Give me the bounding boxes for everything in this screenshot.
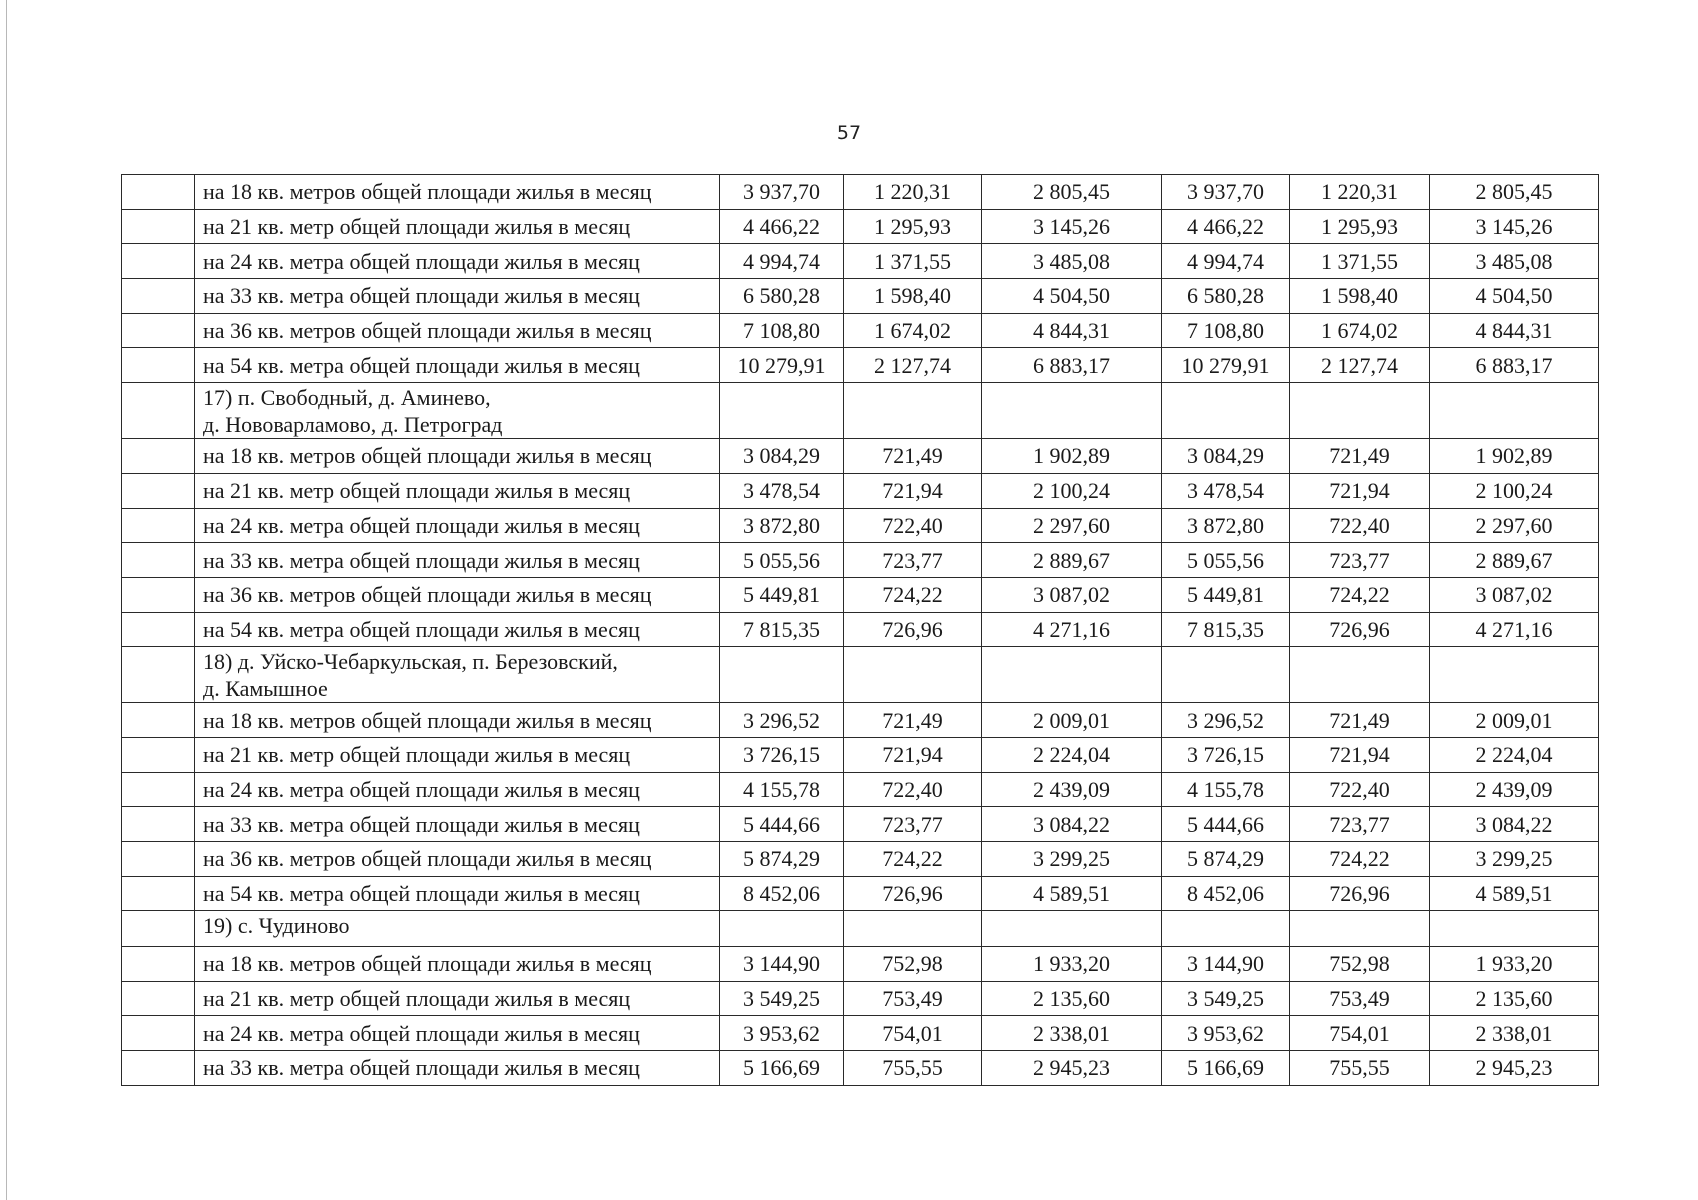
- area-norm-label: на 36 кв. метров общей площади жилья в месяц: [195, 842, 720, 877]
- value-cell: 1 902,89: [982, 439, 1162, 474]
- page-number: 57: [836, 122, 862, 144]
- value-cell: 5 055,56: [1162, 543, 1290, 578]
- index-cell: [122, 508, 195, 543]
- value-cell: 722,40: [1290, 772, 1430, 807]
- value-cell: 8 452,06: [720, 876, 844, 911]
- settlement-group-line: д. Нововарламово, д. Петроград: [203, 412, 503, 438]
- area-norm-label: на 54 кв. метра общей площади жилья в месяц: [195, 876, 720, 911]
- value-cell: 4 466,22: [1162, 209, 1290, 244]
- settlement-group-label: [195, 911, 720, 947]
- value-cell: 2 100,24: [982, 473, 1162, 508]
- value-cell: 2 224,04: [1430, 737, 1599, 772]
- value-cell: 2 889,67: [982, 543, 1162, 578]
- settlement-group-line: 18) д. Уйско-Чебаркульская, п. Березовский,: [203, 649, 618, 675]
- value-cell: 721,94: [844, 737, 982, 772]
- value-cell: 3 144,90: [1162, 947, 1290, 982]
- table-row: [122, 947, 1599, 982]
- value-cell: 3 478,54: [1162, 473, 1290, 508]
- value-cell: 721,49: [1290, 439, 1430, 474]
- table-row: [122, 244, 1599, 279]
- value-cell: 1 933,20: [1430, 947, 1599, 982]
- value-cell: 10 279,91: [1162, 348, 1290, 383]
- value-cell: 2 135,60: [982, 981, 1162, 1016]
- value-cell: 724,22: [844, 842, 982, 877]
- settlement-group-line: д. Камышное: [203, 676, 328, 702]
- empty-value-cell: [1290, 647, 1430, 703]
- area-norm-label: на 18 кв. метров общей площади жилья в месяц: [195, 175, 720, 210]
- value-cell: 3 485,08: [1430, 244, 1599, 279]
- value-cell: 2 338,01: [982, 1016, 1162, 1051]
- value-cell: 2 297,60: [982, 508, 1162, 543]
- value-cell: 3 144,90: [720, 947, 844, 982]
- value-cell: 4 589,51: [1430, 876, 1599, 911]
- value-cell: 723,77: [1290, 543, 1430, 578]
- value-cell: 4 589,51: [982, 876, 1162, 911]
- value-cell: 4 844,31: [982, 313, 1162, 348]
- settlement-group-label: [195, 647, 720, 703]
- value-cell: 726,96: [1290, 612, 1430, 647]
- table-row: [122, 1051, 1599, 1086]
- value-cell: 3 299,25: [982, 842, 1162, 877]
- value-cell: 5 449,81: [720, 577, 844, 612]
- empty-value-cell: [982, 911, 1162, 947]
- empty-value-cell: [720, 647, 844, 703]
- value-cell: 721,49: [844, 703, 982, 738]
- value-cell: 1 371,55: [1290, 244, 1430, 279]
- settlement-group-label: [195, 383, 720, 439]
- table-row: [122, 842, 1599, 877]
- area-norm-label: на 21 кв. метр общей площади жилья в месяц: [195, 473, 720, 508]
- value-cell: 10 279,91: [720, 348, 844, 383]
- table-row: [122, 439, 1599, 474]
- value-cell: 2 805,45: [1430, 175, 1599, 210]
- settlement-group-line: 19) с. Чудиново: [203, 913, 350, 939]
- value-cell: 5 449,81: [1162, 577, 1290, 612]
- value-cell: 3 937,70: [720, 175, 844, 210]
- value-cell: 1 598,40: [844, 279, 982, 314]
- value-cell: 4 994,74: [720, 244, 844, 279]
- tariff-table-body: [122, 175, 1599, 1086]
- value-cell: 1 674,02: [1290, 313, 1430, 348]
- value-cell: 5 444,66: [720, 807, 844, 842]
- area-norm-label: на 21 кв. метр общей площади жилья в месяц: [195, 737, 720, 772]
- table-row: [122, 473, 1599, 508]
- value-cell: 4 271,16: [1430, 612, 1599, 647]
- value-cell: 2 100,24: [1430, 473, 1599, 508]
- empty-value-cell: [1430, 647, 1599, 703]
- area-norm-label: на 21 кв. метр общей площади жилья в месяц: [195, 209, 720, 244]
- area-norm-label: на 21 кв. метр общей площади жилья в месяц: [195, 981, 720, 1016]
- index-cell: [122, 279, 195, 314]
- value-cell: 5 444,66: [1162, 807, 1290, 842]
- table-row: [122, 313, 1599, 348]
- value-cell: 722,40: [844, 772, 982, 807]
- value-cell: 721,49: [844, 439, 982, 474]
- value-cell: 2 127,74: [1290, 348, 1430, 383]
- value-cell: 2 439,09: [1430, 772, 1599, 807]
- value-cell: 755,55: [844, 1051, 982, 1086]
- value-cell: 3 937,70: [1162, 175, 1290, 210]
- value-cell: 723,77: [844, 543, 982, 578]
- value-cell: 7 108,80: [720, 313, 844, 348]
- value-cell: 1 674,02: [844, 313, 982, 348]
- table-row: [122, 279, 1599, 314]
- value-cell: 2 439,09: [982, 772, 1162, 807]
- index-cell: [122, 348, 195, 383]
- empty-value-cell: [1290, 911, 1430, 947]
- value-cell: 2 009,01: [982, 703, 1162, 738]
- area-norm-label: на 54 кв. метра общей площади жилья в месяц: [195, 612, 720, 647]
- empty-value-cell: [1430, 911, 1599, 947]
- value-cell: 724,22: [1290, 577, 1430, 612]
- area-norm-label: на 33 кв. метра общей площади жилья в месяц: [195, 807, 720, 842]
- value-cell: 5 874,29: [1162, 842, 1290, 877]
- table-row: [122, 175, 1599, 210]
- value-cell: 2 805,45: [982, 175, 1162, 210]
- value-cell: 722,40: [844, 508, 982, 543]
- index-cell: [122, 911, 195, 947]
- empty-value-cell: [1162, 383, 1290, 439]
- value-cell: 721,94: [844, 473, 982, 508]
- value-cell: 4 504,50: [982, 279, 1162, 314]
- value-cell: 752,98: [844, 947, 982, 982]
- value-cell: 5 166,69: [720, 1051, 844, 1086]
- area-norm-label: на 54 кв. метра общей площади жилья в месяц: [195, 348, 720, 383]
- index-cell: [122, 647, 195, 703]
- value-cell: 3 087,02: [1430, 577, 1599, 612]
- value-cell: 1 933,20: [982, 947, 1162, 982]
- value-cell: 6 580,28: [1162, 279, 1290, 314]
- value-cell: 6 580,28: [720, 279, 844, 314]
- index-cell: [122, 703, 195, 738]
- value-cell: 4 466,22: [720, 209, 844, 244]
- value-cell: 723,77: [1290, 807, 1430, 842]
- area-norm-label: на 24 кв. метра общей площади жилья в месяц: [195, 1016, 720, 1051]
- value-cell: 7 815,35: [720, 612, 844, 647]
- value-cell: 3 549,25: [1162, 981, 1290, 1016]
- value-cell: 8 452,06: [1162, 876, 1290, 911]
- value-cell: 2 009,01: [1430, 703, 1599, 738]
- value-cell: 3 299,25: [1430, 842, 1599, 877]
- index-cell: [122, 209, 195, 244]
- value-cell: 2 945,23: [982, 1051, 1162, 1086]
- table-row: [122, 703, 1599, 738]
- area-norm-label: на 18 кв. метров общей площади жилья в месяц: [195, 703, 720, 738]
- empty-value-cell: [982, 383, 1162, 439]
- value-cell: 723,77: [844, 807, 982, 842]
- value-cell: 3 549,25: [720, 981, 844, 1016]
- value-cell: 3 296,52: [720, 703, 844, 738]
- value-cell: 6 883,17: [1430, 348, 1599, 383]
- value-cell: 3 485,08: [982, 244, 1162, 279]
- value-cell: 4 844,31: [1430, 313, 1599, 348]
- value-cell: 2 127,74: [844, 348, 982, 383]
- value-cell: 3 726,15: [720, 737, 844, 772]
- empty-value-cell: [1290, 383, 1430, 439]
- index-cell: [122, 313, 195, 348]
- value-cell: 1 220,31: [844, 175, 982, 210]
- value-cell: 721,94: [1290, 473, 1430, 508]
- area-norm-label: на 18 кв. метров общей площади жилья в месяц: [195, 947, 720, 982]
- index-cell: [122, 577, 195, 612]
- value-cell: 753,49: [1290, 981, 1430, 1016]
- value-cell: 4 155,78: [720, 772, 844, 807]
- value-cell: 1 295,93: [1290, 209, 1430, 244]
- value-cell: 2 224,04: [982, 737, 1162, 772]
- value-cell: 2 338,01: [1430, 1016, 1599, 1051]
- area-norm-label: на 18 кв. метров общей площади жилья в месяц: [195, 439, 720, 474]
- index-cell: [122, 772, 195, 807]
- value-cell: 4 994,74: [1162, 244, 1290, 279]
- index-cell: [122, 947, 195, 982]
- value-cell: 726,96: [1290, 876, 1430, 911]
- index-cell: [122, 612, 195, 647]
- area-norm-label: на 33 кв. метра общей площади жилья в месяц: [195, 1051, 720, 1086]
- settlement-group-line: 17) п. Свободный, д. Аминево,: [203, 385, 491, 411]
- table-row: [122, 508, 1599, 543]
- table-row: [122, 577, 1599, 612]
- area-norm-label: на 36 кв. метров общей площади жилья в месяц: [195, 313, 720, 348]
- index-cell: [122, 876, 195, 911]
- area-norm-label: на 33 кв. метра общей площади жилья в месяц: [195, 543, 720, 578]
- index-cell: [122, 473, 195, 508]
- value-cell: 3 953,62: [1162, 1016, 1290, 1051]
- empty-value-cell: [844, 647, 982, 703]
- value-cell: 724,22: [844, 577, 982, 612]
- empty-value-cell: [1430, 383, 1599, 439]
- table-row: [122, 772, 1599, 807]
- index-cell: [122, 244, 195, 279]
- value-cell: 3 726,15: [1162, 737, 1290, 772]
- value-cell: 752,98: [1290, 947, 1430, 982]
- table-row: [122, 543, 1599, 578]
- value-cell: 3 953,62: [720, 1016, 844, 1051]
- value-cell: 3 084,29: [720, 439, 844, 474]
- value-cell: 4 504,50: [1430, 279, 1599, 314]
- value-cell: 753,49: [844, 981, 982, 1016]
- value-cell: 754,01: [844, 1016, 982, 1051]
- value-cell: 3 872,80: [1162, 508, 1290, 543]
- value-cell: 1 902,89: [1430, 439, 1599, 474]
- value-cell: 7 108,80: [1162, 313, 1290, 348]
- table-row: [122, 348, 1599, 383]
- group-header-row: [122, 647, 1599, 703]
- value-cell: 3 084,22: [982, 807, 1162, 842]
- value-cell: 721,49: [1290, 703, 1430, 738]
- index-cell: [122, 439, 195, 474]
- value-cell: 4 271,16: [982, 612, 1162, 647]
- table-row: [122, 981, 1599, 1016]
- value-cell: 1 295,93: [844, 209, 982, 244]
- value-cell: 7 815,35: [1162, 612, 1290, 647]
- scan-edge-line: [6, 0, 7, 1200]
- value-cell: 726,96: [844, 612, 982, 647]
- value-cell: 721,94: [1290, 737, 1430, 772]
- index-cell: [122, 842, 195, 877]
- area-norm-label: на 24 кв. метра общей площади жилья в месяц: [195, 772, 720, 807]
- area-norm-label: на 33 кв. метра общей площади жилья в месяц: [195, 279, 720, 314]
- value-cell: 2 297,60: [1430, 508, 1599, 543]
- empty-value-cell: [720, 383, 844, 439]
- value-cell: 726,96: [844, 876, 982, 911]
- value-cell: 3 087,02: [982, 577, 1162, 612]
- area-norm-label: на 24 кв. метра общей площади жилья в месяц: [195, 244, 720, 279]
- value-cell: 3 084,29: [1162, 439, 1290, 474]
- empty-value-cell: [1162, 647, 1290, 703]
- table-row: [122, 209, 1599, 244]
- value-cell: 2 135,60: [1430, 981, 1599, 1016]
- index-cell: [122, 1016, 195, 1051]
- empty-value-cell: [982, 647, 1162, 703]
- index-cell: [122, 807, 195, 842]
- empty-value-cell: [844, 911, 982, 947]
- value-cell: 3 145,26: [982, 209, 1162, 244]
- index-cell: [122, 737, 195, 772]
- area-norm-label: на 24 кв. метра общей площади жилья в месяц: [195, 508, 720, 543]
- index-cell: [122, 543, 195, 578]
- value-cell: 1 598,40: [1290, 279, 1430, 314]
- table-row: [122, 612, 1599, 647]
- index-cell: [122, 175, 195, 210]
- value-cell: 1 371,55: [844, 244, 982, 279]
- index-cell: [122, 1051, 195, 1086]
- value-cell: 5 166,69: [1162, 1051, 1290, 1086]
- value-cell: 5 055,56: [720, 543, 844, 578]
- group-header-row: [122, 383, 1599, 439]
- index-cell: [122, 981, 195, 1016]
- value-cell: 5 874,29: [720, 842, 844, 877]
- value-cell: 4 155,78: [1162, 772, 1290, 807]
- table-row: [122, 807, 1599, 842]
- group-header-row: [122, 911, 1599, 947]
- value-cell: 2 889,67: [1430, 543, 1599, 578]
- value-cell: 724,22: [1290, 842, 1430, 877]
- value-cell: 3 296,52: [1162, 703, 1290, 738]
- value-cell: 3 478,54: [720, 473, 844, 508]
- value-cell: 722,40: [1290, 508, 1430, 543]
- table-row: [122, 1016, 1599, 1051]
- value-cell: 2 945,23: [1430, 1051, 1599, 1086]
- empty-value-cell: [720, 911, 844, 947]
- value-cell: 3 145,26: [1430, 209, 1599, 244]
- empty-value-cell: [1162, 911, 1290, 947]
- table-row: [122, 876, 1599, 911]
- value-cell: 6 883,17: [982, 348, 1162, 383]
- value-cell: 754,01: [1290, 1016, 1430, 1051]
- table-row: [122, 737, 1599, 772]
- value-cell: 3 872,80: [720, 508, 844, 543]
- value-cell: 3 084,22: [1430, 807, 1599, 842]
- tariff-table: [121, 174, 1599, 1086]
- value-cell: 755,55: [1290, 1051, 1430, 1086]
- index-cell: [122, 383, 195, 439]
- area-norm-label: на 36 кв. метров общей площади жилья в месяц: [195, 577, 720, 612]
- empty-value-cell: [844, 383, 982, 439]
- value-cell: 1 220,31: [1290, 175, 1430, 210]
